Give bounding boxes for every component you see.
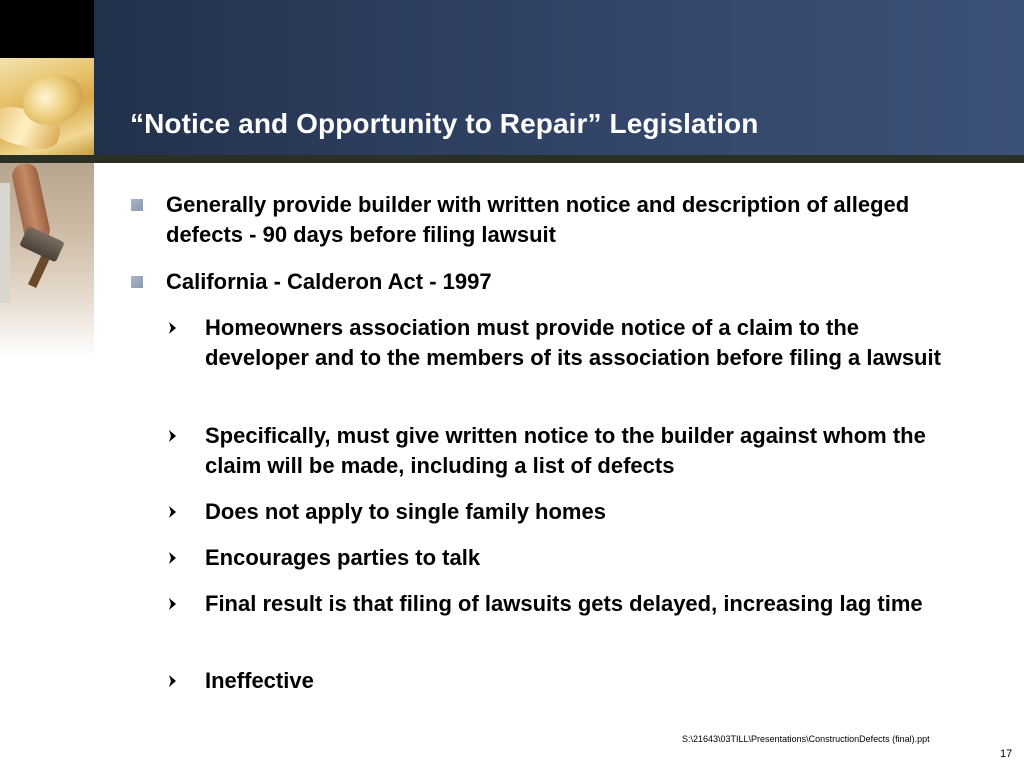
slide-title: “Notice and Opportunity to Repair” Legislation [130, 108, 759, 139]
arrow-bullet-icon [168, 505, 178, 519]
arrow-bullet-icon [168, 597, 178, 611]
sub-bullet-item: Homeowners association must provide notice of a claim to the developer and to the members of its association before filing a lawsuit [205, 315, 941, 370]
footer-file-path: S:\21643\03TILL\Presentations\ConstructionDefects (final).ppt [682, 734, 930, 744]
sub-bullet-item: Does not apply to single family homes [205, 499, 606, 524]
bullet-item: Generally provide builder with written notice and description of alleged defects - 90 days before filing lawsuit [166, 192, 910, 247]
arrow-bullet-icon [168, 321, 178, 335]
sub-bullet-item: Final result is that filing of lawsuits gets delayed, increasing lag time [205, 591, 923, 616]
sub-bullet-item: Specifically, must give written notice to the builder against whom the claim will be made, including a list of defects [205, 423, 926, 478]
arrow-bullet-icon [168, 674, 178, 688]
square-bullet-icon [131, 276, 143, 288]
bullet-item: California - Calderon Act - 1997 [166, 269, 492, 294]
square-bullet-icon [131, 199, 143, 211]
sub-bullet-item: Encourages parties to talk [205, 545, 481, 570]
page-number: 17 [1000, 748, 1013, 760]
arrow-bullet-icon [168, 551, 178, 565]
arrow-bullet-icon [168, 429, 178, 443]
sub-bullet-item: Ineffective [205, 668, 314, 693]
